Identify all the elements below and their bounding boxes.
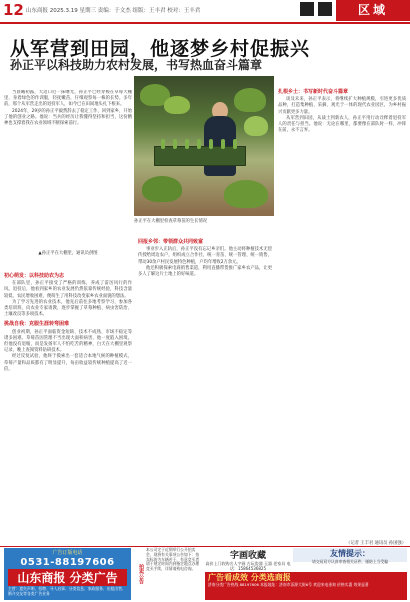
- headline-title: 从军营到田园，他逐梦乡村促振兴: [10, 38, 311, 60]
- qr-code-icon: [318, 2, 332, 16]
- page-number: 12: [3, 1, 24, 19]
- notice-title: 友情提示：: [330, 549, 370, 558]
- photo-credit: ▲孙正平在大棚里，通讯员供图: [38, 251, 98, 256]
- ad-title: 字画收藏: [229, 551, 266, 561]
- article-column-3: [278, 86, 406, 538]
- article-paragraph: 创业初期，孙正平面临资金短缺、技术不成熟、市场不稳定等诸多困难。草莓苗因管理不当出现大面积病害，他一度陷入困境。但他没有退缩，而是发扬军人不怕吃苦的精神，白天在大棚里观察记录，晚上查阅资料钻研技术。: [4, 329, 132, 354]
- article-column-1: [4, 90, 132, 248]
- notice-box: [293, 548, 407, 562]
- classified-banner: [205, 572, 407, 600]
- notice-text: 请交易双方认真审查相关证件，谨防上当受骗: [312, 559, 388, 564]
- article-paragraph: 为了学习先进的农业技术，他先后前往多地考察学习，参加各类培训班，向农业专家请教，逐步掌握了草莓种植、病虫害防治、土壤改良等多项技术。: [4, 299, 132, 318]
- article-column-2: [138, 236, 272, 539]
- ad-divider: [0, 546, 410, 547]
- article-paragraph: 他还积极探索电商销售渠道，利用直播带货推广家乡农产品，让更多人了解这片土地上的好味道。: [138, 265, 272, 278]
- auction-notice: 本公司定于近期举行公开拍卖会，现将有关事项公告如下：拍卖标的为车辆若干，有意竞买者请于规定时间内到指定地点办理竞买手续，详情请致电咨询。: [146, 547, 200, 572]
- article-column-1b: [4, 270, 132, 540]
- headline-subtitle: 孙正平以科技助力农村发展，书写热血奋斗篇章: [10, 58, 263, 72]
- auction-label: 拍卖公告: [138, 564, 144, 584]
- ad-heading: 广告订版电话: [52, 550, 83, 556]
- qr-code-icon: [300, 2, 314, 16]
- ad-brand: 山东商报 分类广告: [8, 569, 127, 586]
- article-paragraph: 事业步入正轨后，孙正平没有忘记乡亲们。他主动将种植技术无偿传授给周边农户，组织成立合作社，统一育苗、统一管理、统一销售，带动30余户村民发展特色种植，户均年增收2万余元。: [138, 247, 272, 265]
- article-paragraph: 当晨曦初露，大边口近一抹曙光，孙正平已经穿梭在草莓大棚里，身着绿色的作训服，轻抚嫩苗，仔细观察每一株的长势。多年前，那个从军营走出的退役军人，如今已在田间地头扎下根来。: [4, 90, 132, 108]
- banner-title: 广告看成效 分类选商报: [208, 573, 291, 582]
- article-paragraph: 经过反复试验，他终于摸索出一套适合本地气候的种植模式，草莓产量和品质都有了明显提升，每亩收益较传统种植提高了近一倍。: [4, 354, 132, 372]
- ad-text: 高价上门收购名人字画 古玩瓷器 玉器 老家具 电话：15864536825: [205, 561, 291, 571]
- section-label: 区域: [336, 0, 410, 21]
- issue-meta: 山东商报 2025.3.19 星期三 责编：于文杰 组版：王丰君 校对：王丰君: [26, 8, 201, 14]
- ad-text: 主营：遗失声明、招聘、寻人启事、分类信息、家政服务、出租出售、婚介交友等各类广告业务: [8, 586, 126, 596]
- masthead: [0, 0, 410, 24]
- classified-ad-box: [4, 548, 131, 600]
- section-heading: 扎根乡土：书写新时代奋斗篇章: [278, 89, 349, 95]
- article-paragraph: 谈及未来，孙正平表示，将继续扩大种植规模，引进更多优质品种，打造集种植、采摘、观光于一体的现代农业园区，为乡村振兴贡献更多力量。: [278, 97, 406, 115]
- article-paragraph: 从军营到田园，从战士到新农人，孙正平用行动诠释着退役军人的责任与担当。他说：无论在哪里，都要像在部队时一样，冲锋在前，永不言弃。: [278, 115, 406, 134]
- article-photo: [134, 76, 274, 216]
- banner-text: 济南分类广告热线 88197606 本报地址：济南市泺源大街6号 欢迎来电垂询 价格实惠 效果显著: [208, 582, 369, 587]
- section-heading: 挑战自我：克服生涯转弯困难: [4, 321, 70, 328]
- section-heading: 初心萌发：以科技助农为志: [4, 273, 65, 279]
- article-paragraph: 2024年，29岁的孙正平毅然辞去了稳定工作，回到家乡，开始了他的创业之路。他说：当兵的经历让我懂得坚持和担当，这份精神也支撑着我在农业领域不断探索前行。: [4, 108, 132, 127]
- article-paragraph: 在部队里，孙正平接受了严格的训练，养成了雷厉风行的作风。退役后，他看到家乡的农业发展仍然依靠传统经验，科技含量较低，农民增收困难，便萌生了用科技改变家乡农业面貌的想法。: [4, 281, 132, 299]
- photo-caption: 孙正平在大棚里检查草莓苗的生长情况: [134, 219, 208, 224]
- section-heading: 回报乡邻：带领群众共同致富: [138, 239, 204, 245]
- article-byline: （记者 王丰君 通讯员 孙国强）: [346, 541, 406, 546]
- ad-phone: 0531-88197606: [20, 557, 115, 568]
